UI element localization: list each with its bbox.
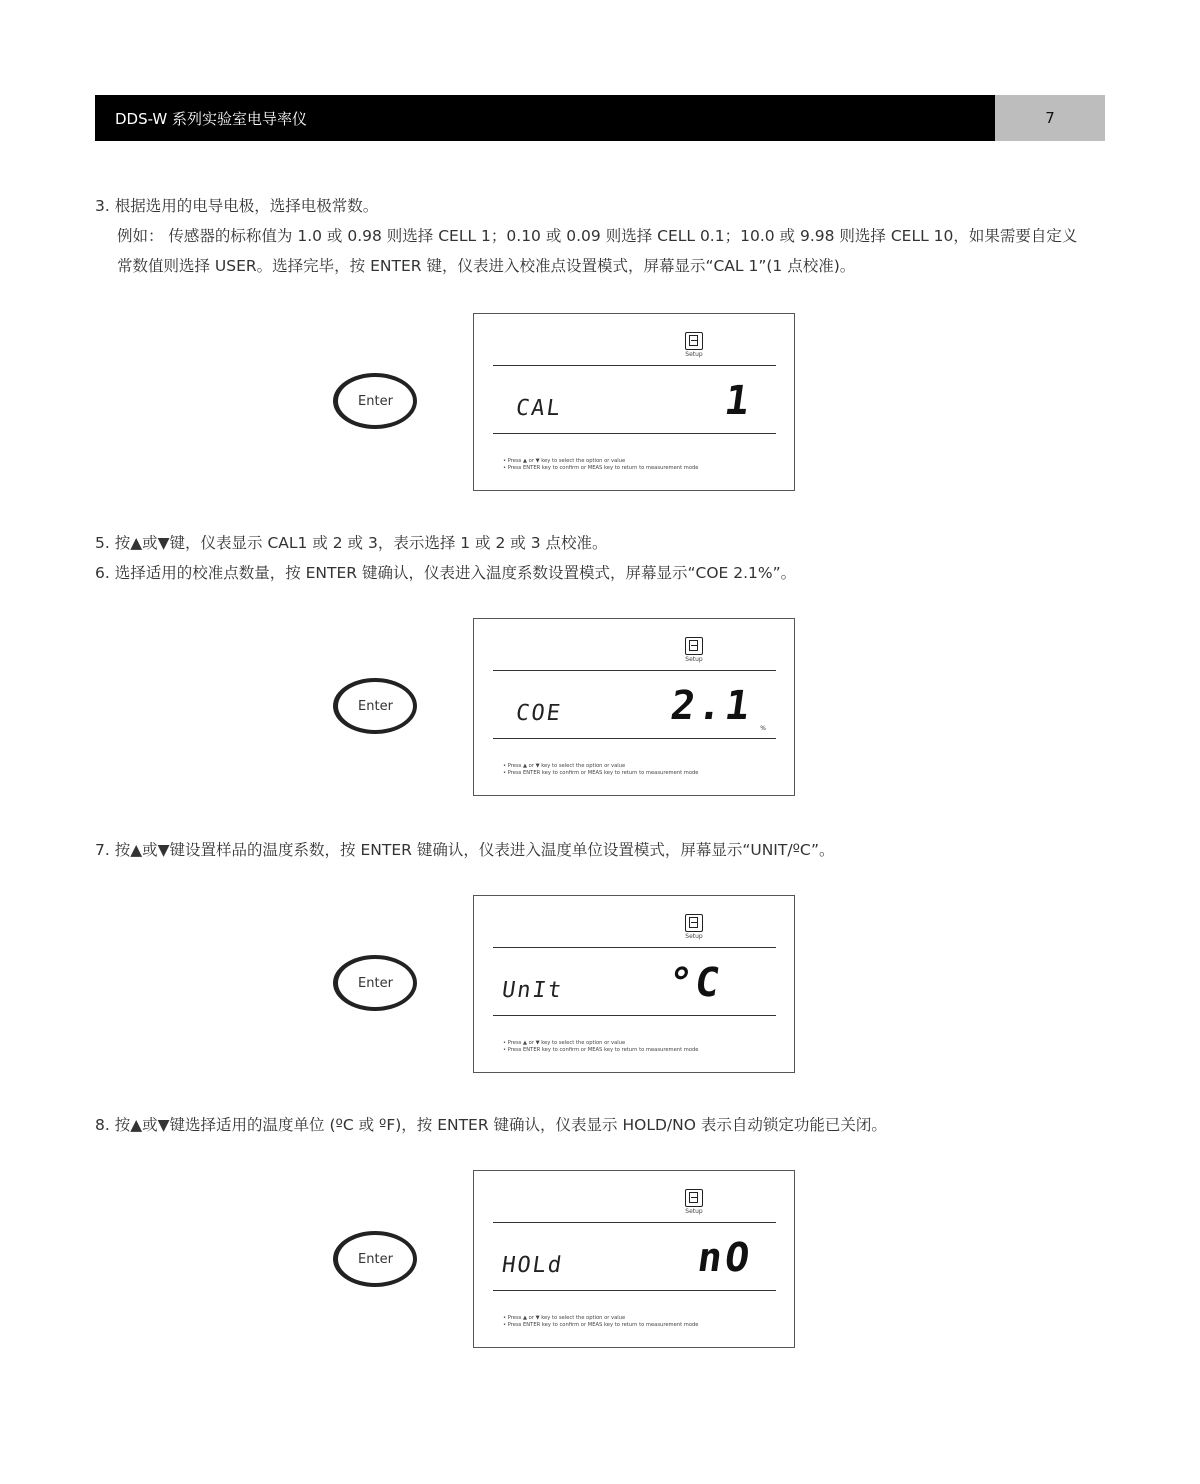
hint-line-2: • Press ENTER key to confirm or MEAS key to return to measurement mode xyxy=(503,1322,699,1328)
lcd-screen xyxy=(473,1170,795,1348)
setup-label: Setup xyxy=(685,1208,703,1215)
setup-indicator xyxy=(683,332,705,358)
enter-key xyxy=(333,373,417,429)
figure-unit xyxy=(0,895,1200,1075)
hint-line-1: • Press ▲ or ▼ key to select the option or value xyxy=(503,1315,626,1321)
lcd-right-value: 1 xyxy=(721,378,756,424)
figure-hold xyxy=(0,1170,1200,1350)
enter-key xyxy=(333,955,417,1011)
step-8-text xyxy=(95,1110,887,1140)
document-title: DDS-W 系列实验室电导率仪 xyxy=(95,95,995,141)
hint-line-1: • Press ▲ or ▼ key to select the option or value xyxy=(503,458,626,464)
hint-line-2: • Press ENTER key to confirm or MEAS key to return to measurement mode xyxy=(503,465,699,471)
lcd-unit: % xyxy=(760,725,766,732)
divider xyxy=(493,1290,776,1291)
step-6-line: 6. 选择适用的校准点数量，按 ENTER 键确认，仪表进入温度系数设置模式，屏幕显示“COE 2.1%”。 xyxy=(95,564,797,582)
lcd-screen xyxy=(473,313,795,491)
page-header xyxy=(95,95,1105,141)
figure-coe xyxy=(0,618,1200,798)
step-5-6-text xyxy=(95,528,796,588)
lcd-hints xyxy=(503,1040,698,1054)
divider xyxy=(493,1222,776,1223)
enter-key xyxy=(333,1231,417,1287)
divider xyxy=(493,947,776,948)
lcd-hints xyxy=(503,1315,698,1329)
divider xyxy=(493,433,776,434)
enter-key-label: Enter xyxy=(358,698,393,714)
setup-icon xyxy=(685,637,703,655)
lcd-left-text: HOLd xyxy=(500,1253,565,1278)
enter-key-label: Enter xyxy=(358,1251,393,1267)
setup-icon xyxy=(685,1189,703,1207)
step-7-text xyxy=(95,835,835,865)
step-7-line: 7. 按▲或▼键设置样品的温度系数，按 ENTER 键确认，仪表进入温度单位设置模式，屏幕显示“UNIT/ºC”。 xyxy=(95,841,835,859)
hint-line-1: • Press ▲ or ▼ key to select the option or value xyxy=(503,763,626,769)
step-5-line: 5. 按▲或▼键，仪表显示 CAL1 或 2 或 3，表示选择 1 或 2 或 3 点校准。 xyxy=(95,534,608,552)
step-3-line-1: 3. 根据选用的电导电极，选择电极常数。 xyxy=(95,197,379,215)
page-number: 7 xyxy=(995,95,1105,141)
lcd-screen xyxy=(473,618,795,796)
enter-key xyxy=(333,678,417,734)
lcd-right-value: 2.1 xyxy=(667,683,756,729)
lcd-left-text: COE xyxy=(514,701,564,726)
setup-label: Setup xyxy=(685,933,703,940)
lcd-right-value: °C xyxy=(664,960,726,1006)
divider xyxy=(493,1015,776,1016)
divider xyxy=(493,738,776,739)
setup-label: Setup xyxy=(685,351,703,358)
setup-indicator xyxy=(683,637,705,663)
divider xyxy=(493,670,776,671)
enter-key-label: Enter xyxy=(358,393,393,409)
lcd-hints xyxy=(503,458,698,472)
setup-label: Setup xyxy=(685,656,703,663)
lcd-left-text: CAL xyxy=(514,396,564,421)
hint-line-1: • Press ▲ or ▼ key to select the option or value xyxy=(503,1040,626,1046)
lcd-hints xyxy=(503,763,698,777)
setup-indicator xyxy=(683,1189,705,1215)
step-3-text xyxy=(95,191,1077,281)
setup-indicator xyxy=(683,914,705,940)
lcd-left-text: UnIt xyxy=(500,978,565,1003)
setup-icon xyxy=(685,332,703,350)
lcd-screen xyxy=(473,895,795,1073)
setup-icon xyxy=(685,914,703,932)
step-3-line-3: 常数值则选择 USER。选择完毕，按 ENTER 键，仪表进入校准点设置模式，屏幕显示“CAL 1”(1 点校准)。 xyxy=(117,257,856,275)
step-3-line-2: 例如： 传感器的标称值为 1.0 或 0.98 则选择 CELL 1；0.10 或 0.09 则选择 CELL 0.1；10.0 或 9.98 则选择 CELL 10，如果需要自定义 xyxy=(117,227,1078,245)
hint-line-2: • Press ENTER key to confirm or MEAS key to return to measurement mode xyxy=(503,1047,699,1053)
enter-key-label: Enter xyxy=(358,975,393,991)
lcd-right-value: nO xyxy=(694,1235,756,1281)
hint-line-2: • Press ENTER key to confirm or MEAS key to return to measurement mode xyxy=(503,770,699,776)
figure-cal xyxy=(0,313,1200,493)
divider xyxy=(493,365,776,366)
step-8-line: 8. 按▲或▼键选择适用的温度单位 (ºC 或 ºF)，按 ENTER 键确认，仪表显示 HOLD/NO 表示自动锁定功能已关闭。 xyxy=(95,1116,887,1134)
